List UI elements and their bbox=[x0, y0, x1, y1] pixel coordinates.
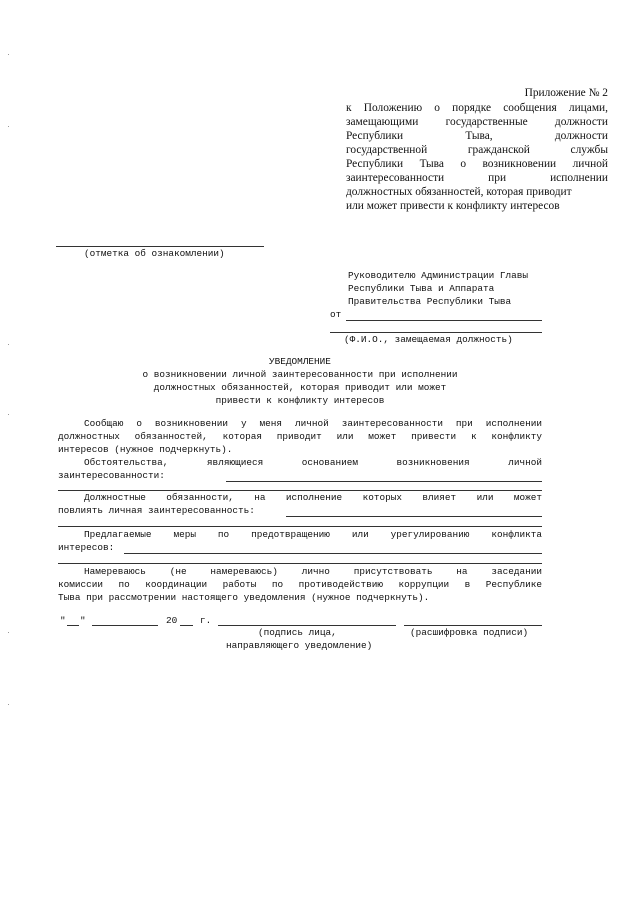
appendix-line-6: заинтересованности при исполнении bbox=[346, 172, 608, 184]
p1-line-1: Сообщаю о возникновении у меня личной заинтересованности при исполнении bbox=[84, 418, 542, 429]
p5-line-2: комиссии по координации работы по противодействию коррупции в Республике bbox=[58, 579, 542, 590]
addressee-caption: (Ф.И.О., замещаемая должность) bbox=[344, 334, 513, 345]
date-year-line bbox=[180, 625, 193, 626]
addressee-line-1: Руководителю Администрации Главы bbox=[348, 270, 529, 281]
p4-fill-line-2 bbox=[58, 563, 542, 564]
notice-subtitle-3: привести к конфликту интересов bbox=[215, 395, 385, 406]
scan-speck bbox=[8, 414, 9, 415]
signature-caption-2: направляющего уведомление) bbox=[226, 640, 373, 651]
scan-speck bbox=[8, 632, 9, 633]
from-line bbox=[346, 320, 542, 321]
signature-decode-caption: (расшифровка подписи) bbox=[410, 627, 529, 638]
appendix-line-3: Республики Тыва, должности bbox=[346, 130, 608, 142]
p1-line-2: должностных обязанностей, которая приводит или может привести к конфликту bbox=[58, 431, 542, 442]
appendix-line-5: Республики Тыва о возникновении личной bbox=[346, 158, 608, 170]
scan-speck bbox=[8, 344, 9, 345]
p3-fill-line-2 bbox=[58, 526, 542, 527]
date-day-line bbox=[67, 625, 79, 626]
date-quote-open: " bbox=[60, 615, 66, 626]
appendix-text bbox=[346, 101, 608, 213]
p3-fill-line bbox=[286, 516, 542, 517]
addressee-line-3: Правительства Республики Тыва bbox=[348, 296, 512, 307]
p2-fill-line-2 bbox=[58, 490, 542, 491]
p2-fill-line bbox=[226, 481, 542, 482]
p2-line-2: заинтересованности: bbox=[58, 470, 165, 481]
ack-caption: (отметка об ознакомлении) bbox=[84, 248, 225, 259]
date-quote-close: " bbox=[80, 615, 86, 626]
date-year-prefix: 20 bbox=[166, 615, 178, 626]
from-line-2 bbox=[330, 332, 542, 333]
notice-title: УВЕДОМЛЕНИЕ bbox=[269, 356, 331, 367]
appendix-line-1: к Положению о порядке сообщения лицами, bbox=[346, 102, 608, 114]
date-year-suffix: г. bbox=[200, 615, 212, 626]
p3-line-2: повлиять личная заинтересованность: bbox=[58, 505, 255, 516]
scan-speck bbox=[8, 704, 9, 705]
notice-subtitle-1: о возникновении личной заинтересованности при исполнении bbox=[142, 369, 458, 380]
signature-line bbox=[218, 625, 396, 626]
signature-caption-1: (подпись лица, bbox=[258, 627, 337, 638]
scan-speck bbox=[8, 126, 9, 127]
p4-fill-line bbox=[124, 553, 542, 554]
p5-line-3: Тыва при рассмотрении настоящего уведомления (нужное подчеркнуть). bbox=[58, 592, 430, 603]
p3-line-1: Должностные обязанности, на исполнение которых влияет или может bbox=[84, 492, 542, 503]
appendix-title: Приложение № 2 bbox=[524, 87, 608, 99]
appendix-line-4: государственной гражданской службы bbox=[346, 144, 608, 156]
appendix-line-8: или может привести к конфликту интересов bbox=[346, 200, 560, 212]
notice-subtitle-2: должностных обязанностей, которая приводит или может bbox=[153, 382, 447, 393]
appendix-line-2: замещающими государственные должности bbox=[346, 116, 608, 128]
p4-line-2: интересов: bbox=[58, 542, 115, 553]
appendix-line-7: должностных обязанностей, которая приводит bbox=[346, 186, 572, 198]
p2-line-1: Обстоятельства, являющиеся основанием возникновения личной bbox=[84, 457, 542, 468]
p5-line-1: Намереваюсь (не намереваюсь) лично присутствовать на заседании bbox=[84, 566, 542, 577]
ack-line bbox=[56, 246, 264, 247]
p4-line-1: Предлагаемые меры по предотвращению или урегулированию конфликта bbox=[84, 529, 542, 540]
from-label: от bbox=[330, 309, 342, 320]
scan-speck bbox=[8, 54, 9, 55]
date-month-line bbox=[92, 625, 158, 626]
signature-decode-line bbox=[404, 625, 542, 626]
addressee-line-2: Республики Тыва и Аппарата bbox=[348, 283, 495, 294]
p1-line-3: интересов (нужное подчеркнуть). bbox=[58, 444, 233, 455]
